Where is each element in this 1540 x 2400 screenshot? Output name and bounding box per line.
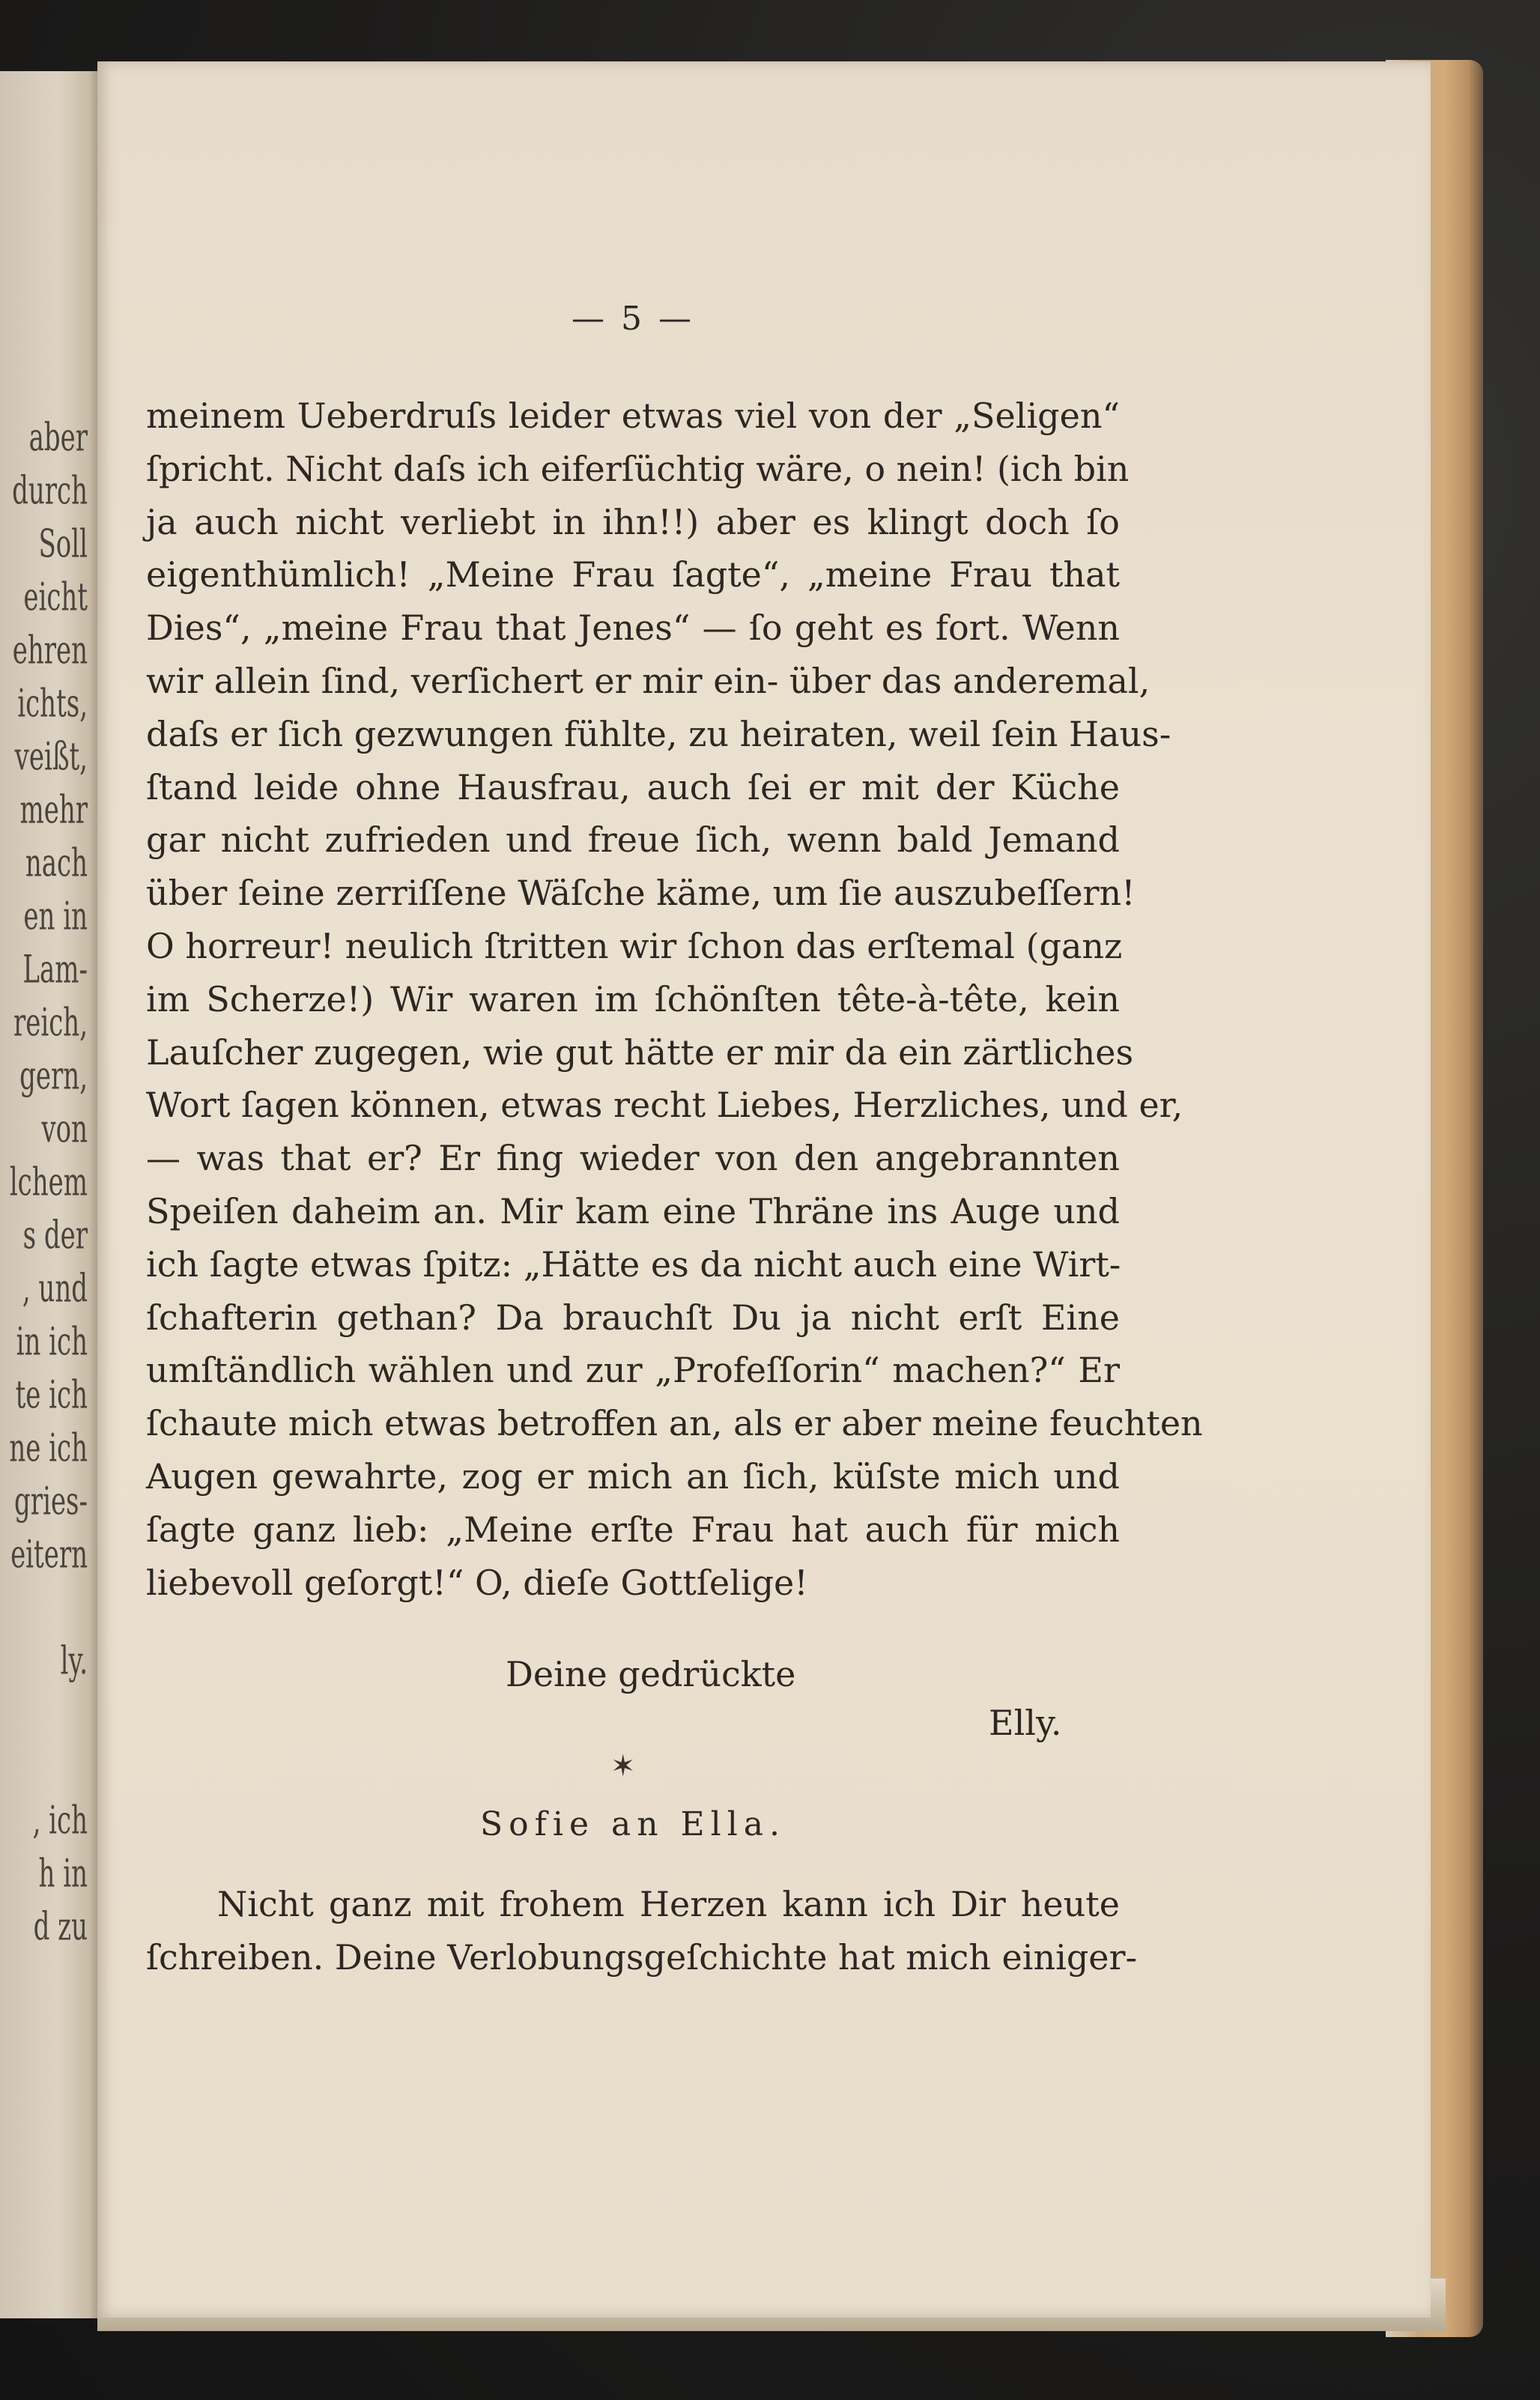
left-page-fragment: ichts, <box>17 682 88 727</box>
left-page-fragment: veißt, <box>14 735 88 780</box>
left-page-text-fragments <box>0 71 94 2318</box>
text-line: ſchaute mich etwas betroffen an, als er aber meine feuchten <box>146 1403 1203 1444</box>
left-page-fragment: eicht <box>23 575 88 620</box>
left-page-fragment: von <box>41 1107 88 1152</box>
text-line: Nicht ganz mit frohem Herzen kann ich Dir heute <box>217 1884 1120 1924</box>
left-page-fragment: mehr <box>19 788 88 833</box>
left-page-fragment: Lam- <box>22 948 88 993</box>
text-line: ſchreiben. Deine Verlobungsgeſchichte hat mich einiger- <box>146 1936 1138 1978</box>
text-line: wir allein ſind, verſichert er mir ein- über das anderemal, <box>146 660 1151 701</box>
text-line: über ſeine zerriſſene Wäſche käme, um ſie auszubeſſern! <box>146 873 1136 914</box>
text-line: ſchafterin gethan? Da brauchſt Du ja nicht erſt Eine <box>146 1297 1120 1338</box>
text-line: Speiſen daheim an. Mir kam eine Thräne ins Auge und <box>146 1190 1120 1231</box>
left-page-fragment: eitern <box>10 1533 88 1578</box>
text-line: Dies“, „meine Frau that Jenes“ — ſo geht es fort. Wenn <box>146 607 1120 649</box>
text-line: Augen gewahrte, zog er mich an ſich, küſste mich und <box>146 1455 1120 1497</box>
text-line: Wort ſagen können, etwas recht Liebes, Herzliches, und er, <box>146 1085 1183 1126</box>
left-page-fragment: in ich <box>16 1320 88 1365</box>
left-page-fragment: s der <box>22 1213 88 1258</box>
text-line: gar nicht zufrieden und freue ſich, wenn bald Jemand <box>146 819 1120 861</box>
left-page-fragment: en in <box>23 894 88 939</box>
text-line: im Scherze!) Wir waren im ſchönſten tête-à-tête, kein <box>146 978 1120 1019</box>
left-page-fragment: , und <box>22 1267 88 1312</box>
left-page-fragment: durch <box>12 469 88 514</box>
text-line: daſs er ſich gezwungen fühlte, zu heiraten, weil ſein Haus- <box>146 713 1171 754</box>
left-page-fragment: Soll <box>38 522 88 567</box>
left-page-fragment: ly. <box>60 1639 88 1684</box>
text-line: Lauſcher zugegen, wie gut hätte er mir da ein zärtliches <box>146 1031 1134 1073</box>
text-line: ſpricht. Nicht daſs ich eiferſüchtig wäre, o nein! (ich bin <box>146 448 1130 489</box>
section-body <box>146 1878 1138 1984</box>
text-line: umſtändlich wählen und zur „Profeſſorin“ machen?“ Er <box>146 1350 1120 1391</box>
text-line: ſagte ganz lieb: „Meine erſte Frau hat auch für mich <box>146 1509 1120 1550</box>
left-page-fragment: d zu <box>33 1905 88 1950</box>
letter-signature: Elly. <box>989 1703 1062 1743</box>
text-line: eigenthümlich! „Meine Frau ſagte“, „meine Frau that <box>146 554 1120 596</box>
left-page-fragment: ehren <box>12 628 88 673</box>
left-page-fragment: aber <box>28 416 88 461</box>
text-line: ſtand leide ohne Hausfrau, auch ſei er mit der Küche <box>146 766 1120 807</box>
left-page-fragment: lchem <box>9 1160 88 1205</box>
left-page-fragment: reich, <box>13 1001 88 1046</box>
left-page-fragment: te ich <box>15 1373 88 1418</box>
section-ornament: ✶ <box>610 1749 636 1784</box>
letter-body <box>146 390 1203 1609</box>
left-page-fragment: , ich <box>32 1799 88 1843</box>
text-line: ja auch nicht verliebt in ihn!!) aber es klingt doch ſo <box>146 501 1120 542</box>
page-number: — 5 — <box>572 300 694 338</box>
left-page-fragment: gries- <box>14 1479 88 1524</box>
section-heading: Sofie an Ella. <box>479 1805 786 1843</box>
letter-closing: Deine gedrückte <box>506 1654 796 1694</box>
left-page-fragment: gern, <box>19 1054 88 1099</box>
left-page-edge <box>0 71 107 2318</box>
text-line: meinem Ueberdruſs leider etwas viel von der „Seligen“ <box>146 396 1120 436</box>
text-line: ich ſagte etwas ſpitz: „Hätte es da nicht auch eine Wirt- <box>146 1243 1121 1285</box>
text-line: — was that er? Er fing wieder von den angebrannten <box>146 1138 1120 1179</box>
text-line: liebevoll geſorgt!“ O, dieſe Gottſelige! <box>146 1562 808 1603</box>
left-page-fragment: h in <box>38 1852 88 1897</box>
left-page-fragment: ne ich <box>9 1426 88 1471</box>
left-page-fragment: nach <box>25 841 88 886</box>
text-line: O horreur! neulich ſtritten wir ſchon das erſtemal (ganz <box>146 925 1123 966</box>
